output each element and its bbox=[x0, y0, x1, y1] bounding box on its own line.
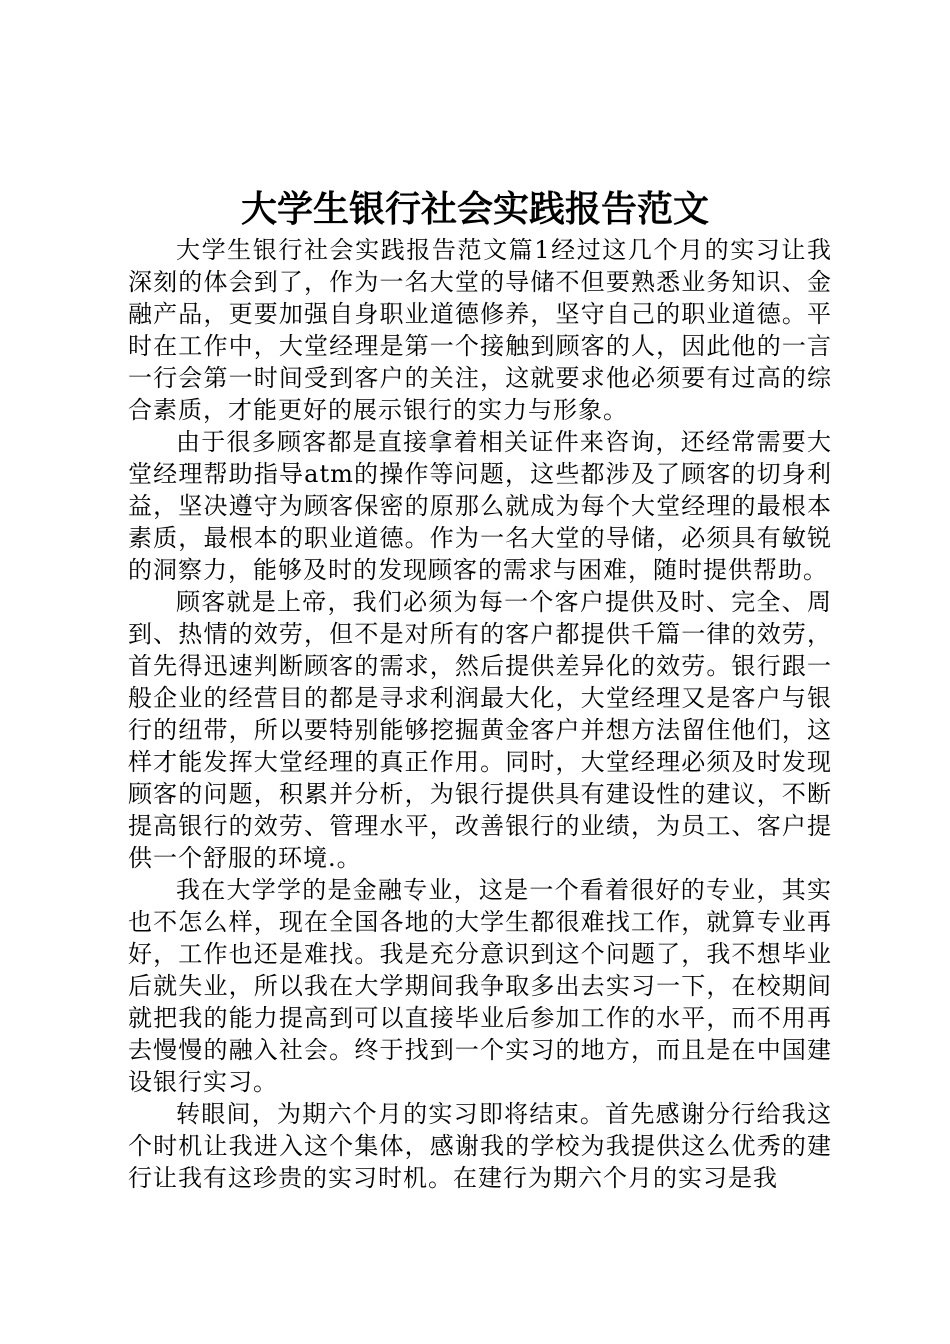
paragraph-3: 顾客就是上帝，我们必须为每一个客户提供及时、完全、周到、热情的效劳，但不是对所有的客户都提供千篇一律的效劳，首先得迅速判断顾客的需求，然后提供差异化的效劳。银行跟一般企业的经营目的都是寻求利润最大化，大堂经理又是客户与银行的纽带，所以要特别能够挖掘黄金客户并想方法留住他们，这样才能发挥大堂经理的真正作用。同时，大堂经理必须及时发现顾客的问题，积累并分析，为银行提供具有建设性的建议，不断提高银行的效劳、管理水平，改善银行的业绩，为员工、客户提供一个舒服的环境.。 bbox=[128, 588, 832, 872]
paragraph-1: 大学生银行社会实践报告范文篇1经过这几个月的实习让我深刻的体会到了，作为一名大堂的导储不但要熟悉业务知识、金融产品，更要加强自身职业道德修养，坚守自己的职业道德。平时在工作中，大堂经理是第一个接触到顾客的人，因此他的一言一行会第一时间受到客户的关注，这就要求他必须要有过高的综合素质，才能更好的展示银行的实力与形象。 bbox=[128, 236, 832, 424]
paragraph-2: 由于很多顾客都是直接拿着相关证件来咨询，还经常需要大堂经理帮助指导atm的操作等问题，这些都涉及了顾客的切身利益，坚决遵守为顾客保密的原那么就成为每个大堂经理的最根本素质，最根本的职业道德。作为一名大堂的导储，必须具有敏锐的洞察力，能够及时的发现顾客的需求与困难，随时提供帮助。 bbox=[128, 428, 832, 584]
document-body bbox=[128, 234, 832, 1194]
paragraph-5: 转眼间，为期六个月的实习即将结束。首先感谢分行给我这个时机让我进入这个集体，感谢我的学校为我提供这么优秀的建行让我有这珍贵的实习时机。在建行为期六个月的实习是我 bbox=[128, 1100, 832, 1192]
paragraph-4: 我在大学学的是金融专业，这是一个看着很好的专业，其实也不怎么样，现在全国各地的大学生都很难找工作，就算专业再好，工作也还是难找。我是充分意识到这个问题了，我不想毕业后就失业，所以我在大学期间我争取多出去实习一下，在校期间就把我的能力提高到可以直接毕业后参加工作的水平，而不用再去慢慢的融入社会。终于找到一个实习的地方，而且是在中国建设银行实习。 bbox=[128, 876, 832, 1096]
page-title: 大学生银行社会实践报告范文 bbox=[240, 188, 709, 230]
